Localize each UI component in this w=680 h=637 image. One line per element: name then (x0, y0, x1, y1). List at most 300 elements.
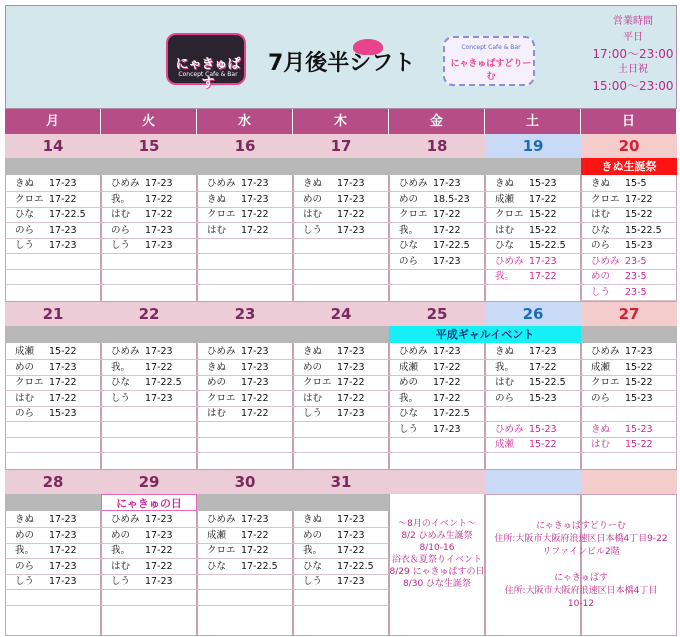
staff-name: しう (303, 408, 323, 419)
shift-row (581, 375, 677, 391)
shift-row (5, 238, 101, 254)
shift-time: 17-22 (433, 209, 461, 220)
staff-name: のら (495, 392, 515, 404)
staff-name: 我。 (495, 361, 515, 373)
shift-row (581, 360, 677, 376)
staff-name: ひめみ (207, 178, 236, 189)
shift-row (101, 223, 197, 239)
shift-row (197, 437, 293, 453)
gray-strip (293, 158, 389, 175)
shift-time: 23-5 (625, 286, 647, 298)
shift-row (389, 360, 485, 376)
event-label: にゃきゅの日 (101, 494, 197, 511)
staff-name: クロエ (15, 377, 44, 388)
gray-strip (581, 326, 677, 343)
shift-row (293, 528, 389, 544)
shift-row (5, 590, 101, 606)
shift-row (197, 406, 293, 422)
shift-row (581, 391, 677, 407)
shift-row (293, 422, 389, 438)
shift-row (389, 437, 485, 453)
event-line: 8/10-16 (419, 543, 455, 553)
shift-row (197, 344, 293, 360)
event-line: 8/29 にゃきゅぱすの日 (389, 567, 485, 577)
shift-row (581, 207, 677, 223)
staff-name: クロエ (591, 193, 620, 205)
shift-time: 17-23 (337, 576, 365, 587)
date-number: 31 (293, 470, 389, 494)
staff-name: のら (15, 408, 35, 419)
shift-row (389, 176, 485, 192)
shift-time: 17-23 (433, 255, 461, 267)
event-line: ～8月のイベント～ (398, 519, 476, 529)
shift-row (101, 176, 197, 192)
staff-name: クロエ (399, 209, 428, 220)
shift-row (5, 543, 101, 559)
date-number: 15 (101, 134, 197, 158)
weekday-3: 木 (293, 109, 389, 134)
shift-row (293, 543, 389, 559)
weekday-6: 日 (581, 109, 677, 134)
date-number: 23 (197, 302, 293, 326)
shop-info (485, 520, 677, 611)
staff-name: きぬ (303, 514, 323, 525)
shift-time: 15-23 (625, 392, 653, 404)
staff-name: クロエ (495, 209, 524, 220)
staff-name: ひめみ (591, 255, 620, 267)
shift-time: 17-23 (49, 178, 77, 189)
staff-name: きぬ (207, 361, 227, 373)
staff-name: はむ (207, 224, 227, 236)
page-title: 7月後半シフト (268, 51, 416, 76)
staff-name: はむ (207, 408, 227, 419)
shift-time: 17-22 (145, 560, 173, 572)
shift-row (293, 207, 389, 223)
shift-time: 17-23 (145, 576, 173, 587)
shift-time: 23-5 (625, 255, 647, 267)
shift-time: 17-23 (49, 529, 77, 541)
night-shift-row (485, 437, 581, 453)
shift-row (485, 391, 581, 407)
shift-row (5, 559, 101, 575)
shift-time: 17-23 (337, 361, 365, 373)
weekday-hours: 17:00～23:00 (592, 47, 674, 61)
staff-name: しう (111, 240, 131, 251)
shift-time: 15-22.5 (529, 240, 566, 251)
staff-name: ひな (111, 377, 131, 388)
shift-row (485, 238, 581, 254)
staff-name: のら (591, 240, 611, 251)
nyakyupasu-logo (166, 33, 246, 91)
weekday-4: 金 (389, 109, 485, 134)
shift-time: 17-23 (433, 423, 461, 435)
shift-time: 17-23 (241, 193, 269, 205)
shift-row (101, 238, 197, 254)
staff-name: きぬ (207, 193, 227, 205)
shift-row (485, 176, 581, 192)
staff-name: クロエ (15, 193, 44, 205)
shift-row (293, 406, 389, 422)
shift-time: 17-22 (241, 209, 269, 220)
staff-name: 我。 (303, 545, 323, 556)
shift-row (389, 238, 485, 254)
shift-time: 18.5-23 (433, 193, 470, 205)
shift-time: 17-22 (433, 392, 461, 404)
staff-name: 成瀬 (207, 529, 227, 541)
date-number: 17 (293, 134, 389, 158)
shift-time: 17-23 (145, 529, 173, 541)
staff-name: しう (111, 576, 131, 587)
date-number: 30 (197, 470, 293, 494)
staff-name: きぬ (495, 346, 515, 357)
shift-row (293, 559, 389, 575)
shift-row (197, 192, 293, 208)
shift-row (5, 375, 101, 391)
shift-time: 15-23 (529, 423, 557, 435)
shift-row (581, 223, 677, 239)
shift-row (197, 559, 293, 575)
shift-time: 17-23 (529, 255, 557, 267)
shift-time: 17-22 (145, 361, 173, 373)
shift-row (197, 528, 293, 544)
shift-time: 17-22 (49, 377, 77, 388)
shift-time: 17-23 (337, 408, 365, 419)
shift-time: 17-22.5 (49, 209, 86, 220)
shift-time: 17-23 (337, 346, 365, 357)
shift-time: 17-23 (337, 529, 365, 541)
shop-line: にゃきゅぱすどりーむ (536, 521, 626, 531)
shift-row (197, 254, 293, 270)
staff-name: めの (207, 377, 227, 388)
shift-row (293, 512, 389, 528)
shift-time: 17-23 (49, 576, 77, 587)
shift-row (197, 512, 293, 528)
shift-time: 17-22.5 (433, 408, 470, 419)
event-label: 平成ギャルイベント (389, 326, 581, 343)
staff-name: ひめみ (399, 178, 428, 189)
shift-time: 17-23 (241, 377, 269, 388)
night-shift-row (581, 254, 677, 270)
staff-name: クロエ (303, 377, 332, 388)
staff-name: 成瀬 (591, 361, 611, 373)
shift-row (101, 375, 197, 391)
date-number: 19 (485, 134, 581, 158)
staff-name: めの (399, 193, 419, 205)
shift-row (197, 207, 293, 223)
shift-row (5, 391, 101, 407)
empty-date-sun (581, 470, 677, 494)
shift-time: 15-22 (625, 377, 653, 388)
shift-row (101, 590, 197, 606)
shift-row (5, 207, 101, 223)
shift-row (293, 391, 389, 407)
header (5, 5, 677, 109)
weekend-label: 土日祝 (618, 64, 648, 75)
staff-name: しう (15, 240, 35, 251)
shift-row (101, 512, 197, 528)
gray-strip (5, 494, 101, 511)
shift-row (101, 207, 197, 223)
staff-name: めの (111, 529, 131, 541)
logo-left-sub: Concept Cafe & Bar (178, 71, 238, 78)
logo-right-sub: Concept Cafe & Bar (461, 44, 521, 51)
staff-name: しう (111, 392, 131, 404)
shift-time: 17-22 (241, 224, 269, 236)
shift-time: 17-22 (433, 361, 461, 373)
shift-time: 17-23 (145, 224, 173, 236)
shift-time: 17-23 (337, 224, 365, 236)
staff-name: きぬ (591, 423, 611, 435)
shift-row (293, 192, 389, 208)
night-shift-row (485, 254, 581, 270)
shift-row (101, 391, 197, 407)
empty-date (389, 470, 485, 494)
shift-time: 17-22 (49, 392, 77, 404)
shift-row (5, 344, 101, 360)
logo-left-text: にゃきゅぱす (175, 57, 241, 91)
staff-name: めの (303, 529, 323, 541)
event-line: 8/30 ひな生誕祭 (402, 579, 472, 589)
date-number: 16 (197, 134, 293, 158)
shift-time: 15-22 (529, 209, 557, 220)
staff-name: ひな (399, 240, 419, 251)
shift-time: 17-22 (49, 545, 77, 556)
staff-name: めの (399, 377, 419, 388)
staff-name: 我。 (111, 361, 131, 373)
staff-name: ひな (591, 224, 611, 236)
shift-row (101, 543, 197, 559)
shift-row (293, 176, 389, 192)
shift-time: 23-5 (625, 271, 647, 282)
shift-time: 15-22 (625, 209, 653, 220)
shift-row (5, 176, 101, 192)
shift-row (197, 269, 293, 285)
gray-strip (485, 158, 581, 175)
shift-time: 17-23 (145, 392, 173, 404)
date-number: 27 (581, 302, 677, 326)
staff-name: 我。 (111, 193, 131, 205)
shift-time: 15-22 (529, 224, 557, 236)
night-shift-row (485, 269, 581, 285)
shift-time: 17-22 (433, 224, 461, 236)
shift-row (5, 422, 101, 438)
shift-row (5, 269, 101, 285)
shift-time: 17-22.5 (145, 377, 182, 388)
shift-row (5, 360, 101, 376)
shift-time: 15-22.5 (625, 224, 662, 236)
shift-row (101, 254, 197, 270)
staff-name: ひな (399, 408, 419, 419)
shift-time: 15-22 (529, 439, 557, 450)
staff-name: きぬ (303, 178, 323, 189)
shift-row (101, 574, 197, 590)
shift-time: 15-23 (529, 178, 557, 189)
shift-time: 17-23 (49, 514, 77, 525)
shift-row (293, 344, 389, 360)
date-number: 28 (5, 470, 101, 494)
shift-row (293, 269, 389, 285)
shift-time: 17-22 (241, 392, 269, 404)
shift-row (101, 192, 197, 208)
staff-name: ひめみ (111, 346, 140, 357)
shift-row (389, 344, 485, 360)
weekday-header-bar (5, 109, 677, 134)
logo-right-text: にゃきゅぱすどりーむ (450, 59, 532, 82)
gray-strip (293, 326, 389, 343)
shop-line: にゃきゅぱす (554, 573, 608, 583)
shift-row (581, 406, 677, 422)
staff-name: はむ (15, 392, 35, 404)
weekday-label: 平日 (623, 32, 643, 43)
staff-name: めの (303, 193, 323, 205)
shift-time: 17-22 (337, 377, 365, 388)
event-line: 浴衣＆夏祭りイベント (391, 555, 482, 565)
date-number: 20 (581, 134, 677, 158)
staff-name: きぬ (591, 178, 611, 189)
staff-name: 成瀬 (495, 193, 515, 205)
shift-row (389, 375, 485, 391)
shift-time: 17-22 (145, 209, 173, 220)
staff-name: はむ (111, 560, 131, 572)
night-shift-row (581, 285, 677, 301)
shift-time: 17-22 (529, 193, 557, 205)
shift-time: 17-22 (529, 271, 557, 282)
shift-row (389, 422, 485, 438)
shift-row (581, 344, 677, 360)
event-label: きぬ生誕祭 (581, 158, 677, 175)
shift-time: 17-22 (49, 193, 77, 205)
staff-name: のら (15, 560, 35, 572)
shift-time: 17-22 (145, 545, 173, 556)
shift-row (389, 254, 485, 270)
shift-row (581, 238, 677, 254)
shift-row (389, 269, 485, 285)
shift-row (5, 437, 101, 453)
date-number: 18 (389, 134, 485, 158)
shift-row (101, 344, 197, 360)
shift-row (485, 192, 581, 208)
shift-time: 17-23 (145, 240, 173, 251)
shift-row (5, 574, 101, 590)
shift-time: 15-5 (625, 178, 647, 189)
date-number: 24 (293, 302, 389, 326)
gray-strip (5, 326, 101, 343)
shift-time: 17-22 (337, 545, 365, 556)
shift-row (293, 254, 389, 270)
shop-line: リファインビル2階 (542, 547, 620, 557)
shift-row (5, 254, 101, 270)
shift-row (5, 192, 101, 208)
shift-time: 17-22 (433, 377, 461, 388)
shift-row (197, 391, 293, 407)
event-line: 8/2 ひめみ生誕祭 (401, 531, 473, 541)
night-shift-row (581, 437, 677, 453)
staff-name: のら (111, 224, 131, 236)
staff-name: めの (303, 361, 323, 373)
shift-row (197, 360, 293, 376)
shift-row (293, 590, 389, 606)
shift-row (5, 406, 101, 422)
shift-row (389, 207, 485, 223)
shift-row (197, 574, 293, 590)
staff-name: めの (15, 361, 35, 373)
date-number: 29 (101, 470, 197, 494)
shift-row (197, 375, 293, 391)
shift-time: 17-23 (49, 560, 77, 572)
staff-name: めの (591, 271, 611, 282)
night-shift-row (485, 422, 581, 438)
shift-time: 17-23 (433, 178, 461, 189)
august-events (389, 518, 485, 590)
staff-name: クロエ (591, 377, 620, 388)
gray-strip (5, 158, 101, 175)
shift-time: 15-22 (625, 361, 653, 373)
staff-name: はむ (303, 209, 323, 220)
staff-name: のら (399, 255, 419, 267)
staff-name: クロエ (207, 209, 236, 220)
shift-row (101, 269, 197, 285)
shift-time: 15-22 (625, 439, 653, 450)
shift-time: 17-22 (625, 193, 653, 205)
shift-row (5, 223, 101, 239)
shift-time: 15-23 (49, 408, 77, 419)
date-number: 21 (5, 302, 101, 326)
shift-time: 17-23 (49, 361, 77, 373)
staff-name: ひな (303, 560, 323, 572)
shift-row (293, 375, 389, 391)
shift-time: 15-23 (625, 423, 653, 435)
shift-row (197, 590, 293, 606)
staff-name: ひめみ (591, 346, 620, 357)
shift-time: 17-23 (241, 178, 269, 189)
shift-time: 17-23 (241, 346, 269, 357)
staff-name: きぬ (15, 178, 35, 189)
shift-time: 15-22 (49, 346, 77, 357)
shift-row (389, 406, 485, 422)
shift-row (293, 223, 389, 239)
shift-time: 15-22.5 (529, 377, 566, 388)
gray-strip (101, 326, 197, 343)
staff-name: はむ (591, 209, 611, 220)
shift-time: 17-22 (145, 193, 173, 205)
staff-name: ひめみ (495, 423, 524, 435)
staff-name: しう (303, 224, 323, 236)
staff-name: しう (303, 576, 323, 587)
staff-name: 我。 (15, 545, 35, 556)
night-shift-row (581, 422, 677, 438)
shift-time: 17-22 (241, 529, 269, 541)
staff-name: 成瀬 (399, 361, 419, 373)
staff-name: 成瀬 (495, 439, 515, 450)
shift-row (485, 406, 581, 422)
shift-row (101, 422, 197, 438)
date-number: 26 (485, 302, 581, 326)
shift-time: 15-23 (625, 240, 653, 251)
shift-row (485, 207, 581, 223)
weekday-1: 火 (101, 109, 197, 134)
gray-strip (197, 158, 293, 175)
staff-name: ひめみ (111, 178, 140, 189)
shift-time: 17-23 (49, 240, 77, 251)
shop-line: 住所:大阪市大阪府浪速区日本橋4丁目9-22 (494, 534, 668, 544)
shift-time: 17-23 (49, 224, 77, 236)
shift-time: 17-23 (625, 346, 653, 357)
date-number: 25 (389, 302, 485, 326)
shift-time: 17-22.5 (433, 240, 470, 251)
gray-strip (197, 326, 293, 343)
staff-name: ひな (15, 209, 35, 220)
weekday-5: 土 (485, 109, 581, 134)
